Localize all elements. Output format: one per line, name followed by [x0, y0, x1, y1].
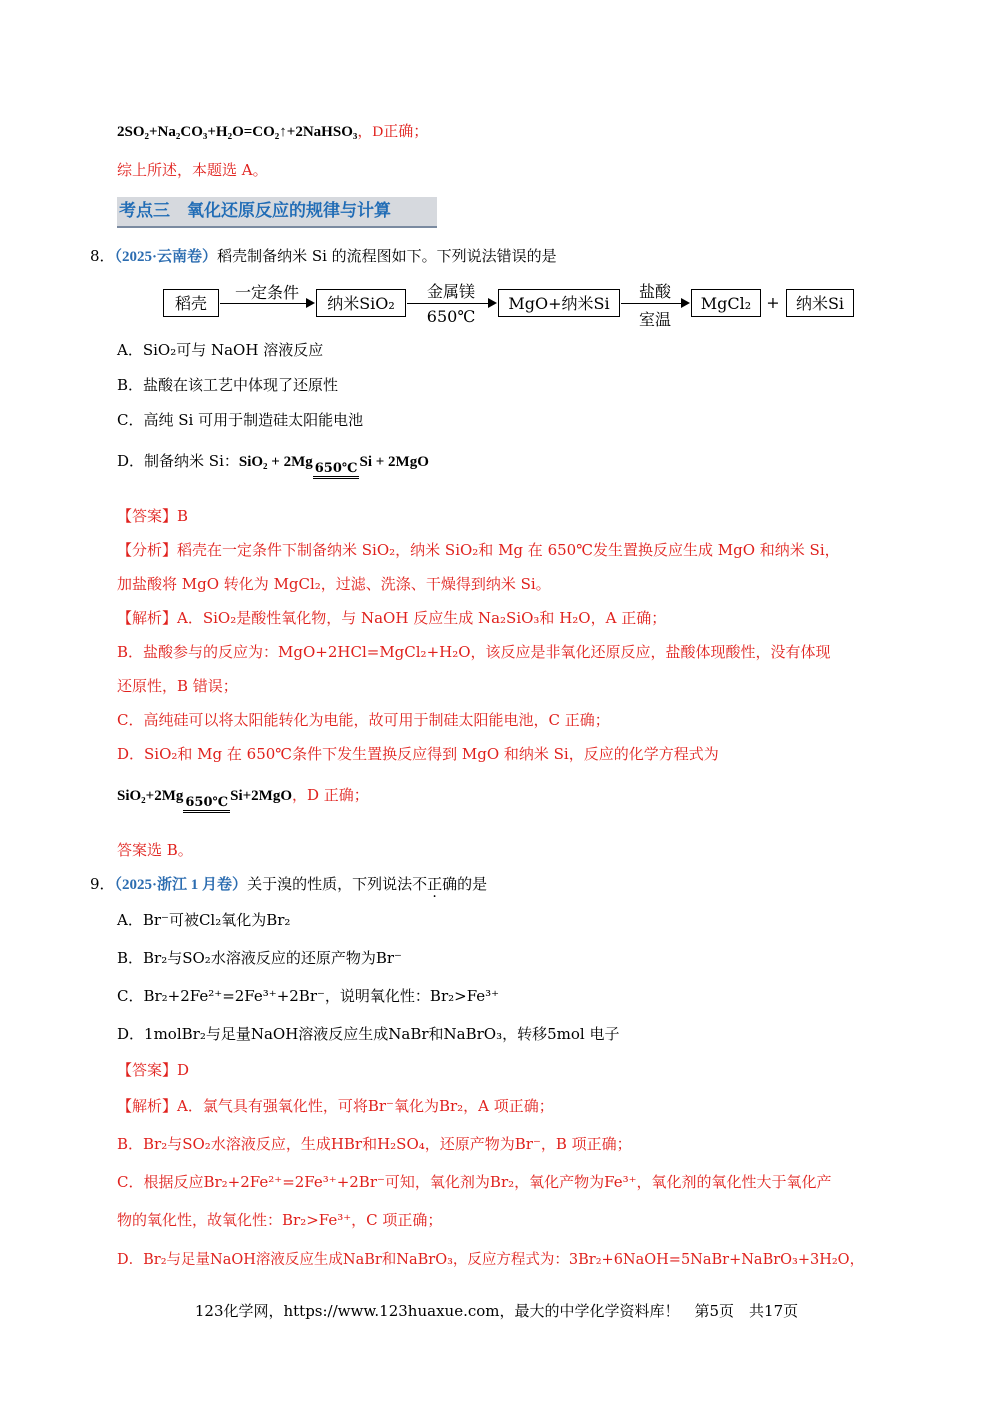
- flow-arrow3-bottom: 室温: [638, 310, 671, 329]
- q9-stem-pre: 关于溴的性质，下列说法: [247, 875, 413, 893]
- q8-explain-c: C．高纯硅可以将太阳能转化为电能，故可用于制硅太阳能电池，C 正确；: [117, 711, 610, 729]
- q9-explain-b: B．Br₂与SO₂水溶液反应，生成HBr和H₂SO₄，还原产物为Br⁻，B 项正确；: [117, 1135, 632, 1153]
- q8-explain-d2-condition: 650℃: [183, 796, 230, 813]
- flow-arrow3-top: 盐酸: [638, 282, 671, 301]
- q8-explain-d2-right: Si+2MgO: [230, 788, 292, 804]
- q9-number: 9．: [90, 875, 115, 893]
- flow-box-mgo-si: MgO+纳米Si: [498, 289, 620, 317]
- equation-line: [117, 122, 428, 142]
- q8-source: （2025·云南卷）: [114, 249, 218, 265]
- flow-arrow2-bottom: 650℃: [426, 307, 476, 326]
- summary: 综上所述，本题选 A。: [117, 161, 268, 179]
- q8-conclusion: 答案选 B。: [117, 841, 193, 859]
- flow-arrow3: [621, 303, 681, 304]
- q8-explain-d2: [117, 778, 369, 813]
- q8-option-c: C．高纯 Si 可用于制造硅太阳能电池: [117, 411, 364, 429]
- q8-option-d-left: SiO₂ + 2Mg: [238, 454, 313, 470]
- flow-plus: +: [766, 293, 780, 312]
- q9-stem-emphasis: 不正确: [412, 875, 458, 893]
- section-heading: 考点三 氧化还原反应的规律与计算: [117, 197, 437, 228]
- q9-source: （2025·浙江 1 月卷）: [114, 877, 248, 893]
- q8-number: 8．: [90, 247, 115, 265]
- q9-stem: [90, 874, 487, 895]
- q9-stem-post: 的是: [457, 875, 488, 893]
- q9-option-b: B．Br₂与SO₂水溶液反应的还原产物为Br⁻: [117, 949, 402, 967]
- q8-explain-b2: 还原性，B 错误；: [117, 677, 238, 695]
- q8-analysis-1: 【分析】稻壳在一定条件下制备纳米 SiO₂，纳米 SiO₂和 Mg 在 650℃发生置换反应生成 MgO 和纳米 Si，: [117, 541, 840, 559]
- page-footer: 123化学网，https://www.123huaxue.com，最大的中学化学资料库！ 第5页 共17页: [194, 1302, 799, 1320]
- flow-arrow1-label: 一定条件: [234, 283, 299, 302]
- q8-explain-d2-left: SiO₂+2Mg: [117, 788, 184, 804]
- q8-answer: 【答案】B: [117, 507, 189, 525]
- q9-explain-c1: C．根据反应Br₂+2Fe²⁺=2Fe³⁺+2Br⁻可知，氧化剂为Br₂，氧化产物为Fe³⁺，氧化剂的氧化性大于氧化产: [117, 1173, 832, 1191]
- equation: 2SO₂+Na₂CO₃+H₂O=CO₂↑+2NaHSO₃: [117, 124, 358, 140]
- flow-arrow1: [220, 303, 306, 304]
- q8-analysis-2: 加盐酸将 MgO 转化为 MgCl₂，过滤、洗涤、干燥得到纳米 Si。: [117, 575, 551, 593]
- q8-explain-b1: B．盐酸参与的反应为：MgO+2HCl=MgCl₂+H₂O，该反应是非氧化还原反应，盐酸体现酸性，没有体现: [117, 643, 831, 661]
- flow-box-nano-sio2: 纳米SiO₂: [316, 289, 406, 317]
- q9-option-a: A．Br⁻可被Cl₂氧化为Br₂: [117, 911, 291, 929]
- q8-stem-text: 稻壳制备纳米 Si 的流程图如下。下列说法错误的是: [217, 247, 557, 265]
- q8-stem: [90, 246, 557, 267]
- q9-option-d: D．1molBr₂与足量NaOH溶液反应生成NaBr和NaBrO₃，转移5mol 电子: [117, 1025, 620, 1043]
- equation-suffix: ，D正确；: [357, 124, 429, 140]
- q8-option-d-right: Si + 2MgO: [359, 454, 429, 470]
- q8-explain-a: 【解析】A．SiO₂是酸性氧化物，与 NaOH 反应生成 Na₂SiO₃和 H₂O，A 正确；: [117, 609, 667, 627]
- q9-explain-a: 【解析】A．氯气具有强氧化性，可将Br⁻氧化为Br₂，A 项正确；: [117, 1097, 554, 1115]
- flow-box-nano-si: 纳米Si: [786, 289, 854, 317]
- q8-option-b: B．盐酸在该工艺中体现了还原性: [117, 376, 339, 394]
- flow-arrow2-top: 金属镁: [426, 282, 475, 301]
- q8-option-d-condition: 650℃: [313, 462, 360, 479]
- q8-option-d: [117, 444, 429, 479]
- q8-explain-d2-suffix: ，D 正确；: [292, 786, 369, 804]
- q9-explain-c2: 物的氧化性，故氧化性：Br₂>Fe³⁺，C 项正确；: [117, 1211, 443, 1229]
- q9-answer: 【答案】D: [117, 1061, 190, 1079]
- flow-box-rice-husk: 稻壳: [163, 289, 219, 317]
- q8-option-a: A．SiO₂可与 NaOH 溶液反应: [117, 341, 324, 359]
- q9-option-c: C．Br₂+2Fe²⁺=2Fe³⁺+2Br⁻，说明氧化性：Br₂>Fe³⁺: [117, 987, 500, 1005]
- flow-arrow1-head: [306, 298, 315, 308]
- q8-explain-d1: D．SiO₂和 Mg 在 650℃条件下发生置换反应得到 MgO 和纳米 Si，反应的化学方程式为: [117, 745, 719, 763]
- q9-explain-d: D．Br₂与足量NaOH溶液反应生成NaBr和NaBrO₃，反应方程式为：3Br₂+6NaOH=5NaBr+NaBrO₃+3H₂O，: [117, 1252, 865, 1268]
- flow-box-mgcl2: MgCl₂: [691, 289, 761, 317]
- flow-arrow2: [407, 303, 488, 304]
- q8-option-d-prefix: D．制备纳米 Si：: [117, 452, 239, 470]
